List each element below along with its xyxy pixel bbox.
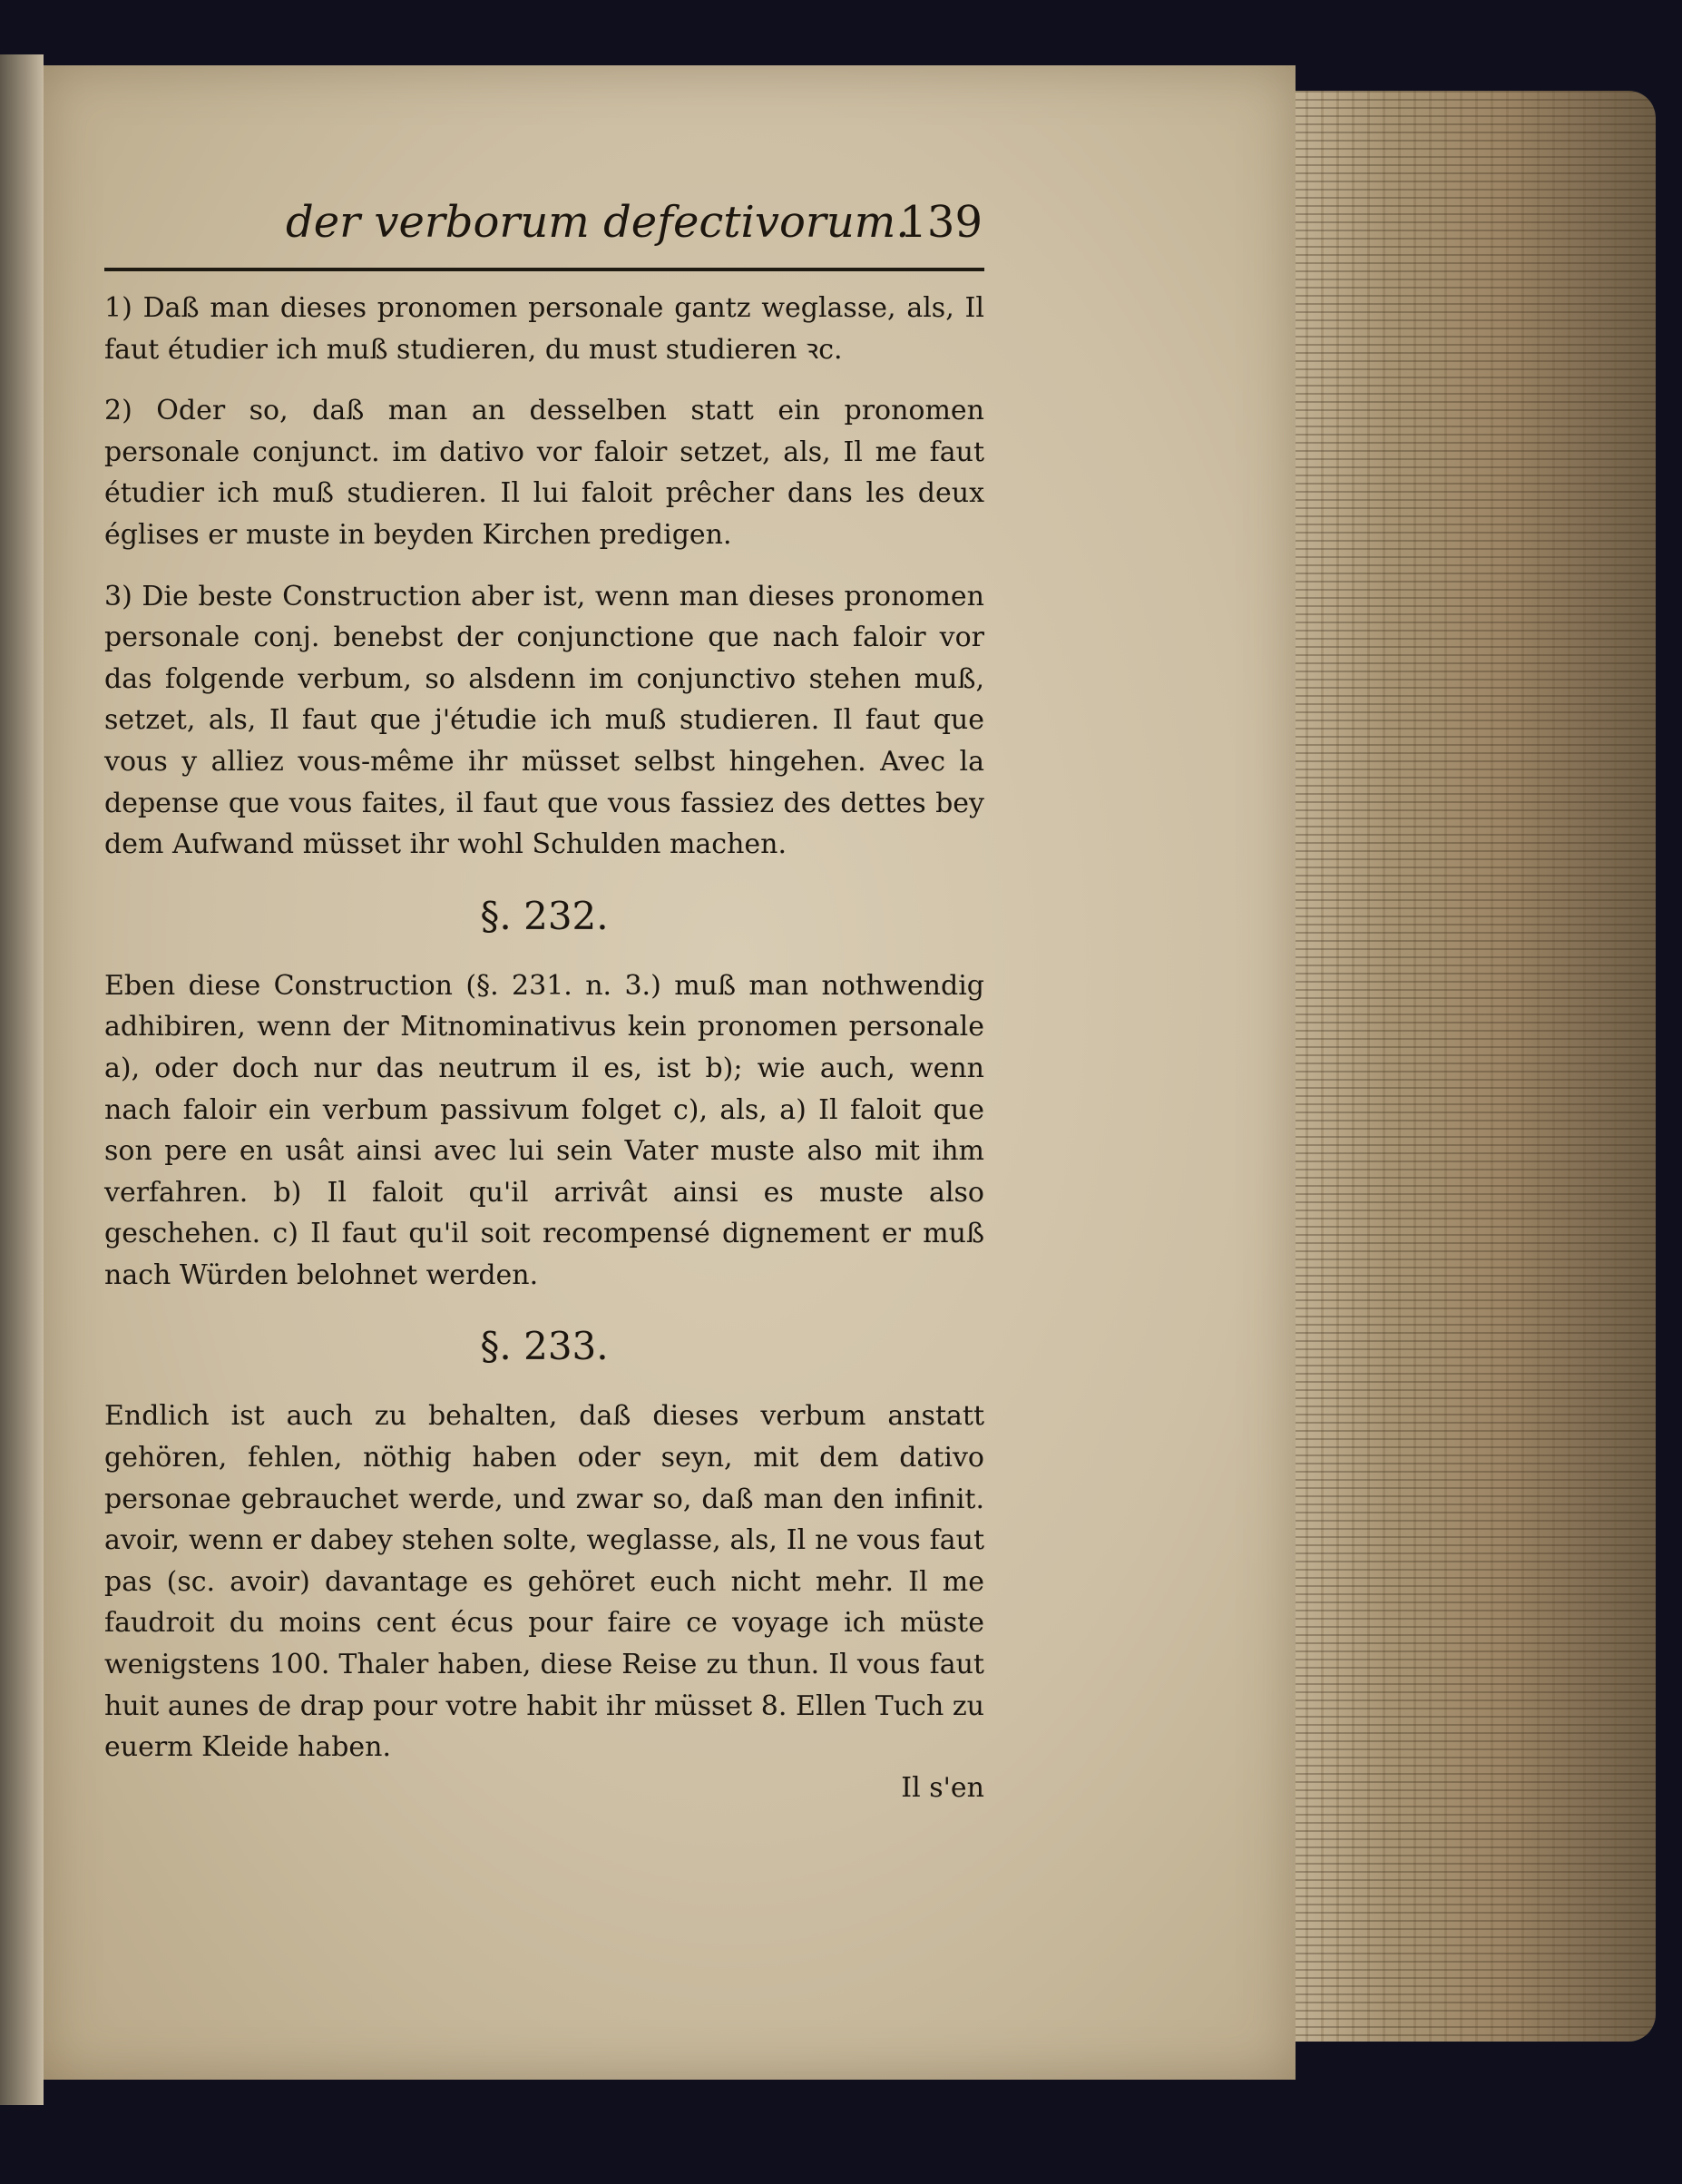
- catchword: Il s'en: [901, 1771, 984, 1804]
- section-232-text: Eben diese Construction (§. 231. n. 3.) muß man nothwendig adhibiren, wenn der Mitnominativus kein pronomen personale a), oder doch nur das neutrum il es, ist b); wie auch, wenn nach faloir ein verbum passivum folget c), als, a) Il faloit que son pere en usât ainsi avec lui sein Vater muste also mit ihm verfahren. b) Il faloit qu'il arrivât ainsi es muste also geschehen. c) Il faut qu'il soit recompensé dignement er muß nach Würden belohnet werden.: [104, 969, 984, 1291]
- book-fore-edge: [1275, 91, 1656, 2042]
- paragraph-1: 1) Daß man dieses pronomen personale gantz weglasse, als, Il faut étudier ich muß studieren, du must studieren ꝛc.: [104, 292, 984, 366]
- header-rule: [104, 268, 984, 271]
- text-block: [104, 195, 984, 1807]
- left-page-edge: [0, 54, 44, 2105]
- section-233-heading: §. 233.: [480, 1324, 609, 1369]
- page-number: 139: [899, 197, 983, 248]
- section-233-text: Endlich ist auch zu behalten, daß dieses verbum anstatt gehören, fehlen, nöthig haben oder seyn, mit dem dativo personae gebrauchet werde, und zwar so, daß man den infinit. avoir, wenn er dabey stehen solte, weglasse, als, Il ne vous faut pas (sc. avoir) davantage es gehöret euch nicht mehr. Il me faudroit du moins cent écus pour faire ce voyage ich müste wenigstens 100. Thaler haben, diese Reise zu thun. Il vous faut huit aunes de drap pour votre habit ihr müsset 8. Ellen Tuch zu euerm Kleide haben.: [104, 1400, 984, 1764]
- running-head-title: der verborum defectivorum.: [286, 197, 910, 248]
- running-head: [104, 195, 984, 250]
- paragraph-2: 2) Oder so, daß man an desselben statt ein pronomen personale conjunct. im dativo vor faloir setzet, als, Il me faut étudier ich muß studieren. Il lui faloit prêcher dans les deux églises er muste in beyden Kirchen predigen.: [104, 395, 984, 551]
- section-232-heading: §. 232.: [480, 893, 609, 938]
- paragraph-3: 3) Die beste Construction aber ist, wenn man dieses pronomen personale conj. benebst der conjunctione que nach faloir vor das folgende verbum, so alsdenn im conjunctivo stehen muß, setzet, als, Il faut que j'étudie ich muß studieren. Il faut que vous y alliez vous-même ihr müsset selbst hingehen. Avec la depense que vous faites, il faut que vous fassiez des dettes bey dem Aufwand müsset ihr wohl Schulden machen.: [104, 580, 984, 861]
